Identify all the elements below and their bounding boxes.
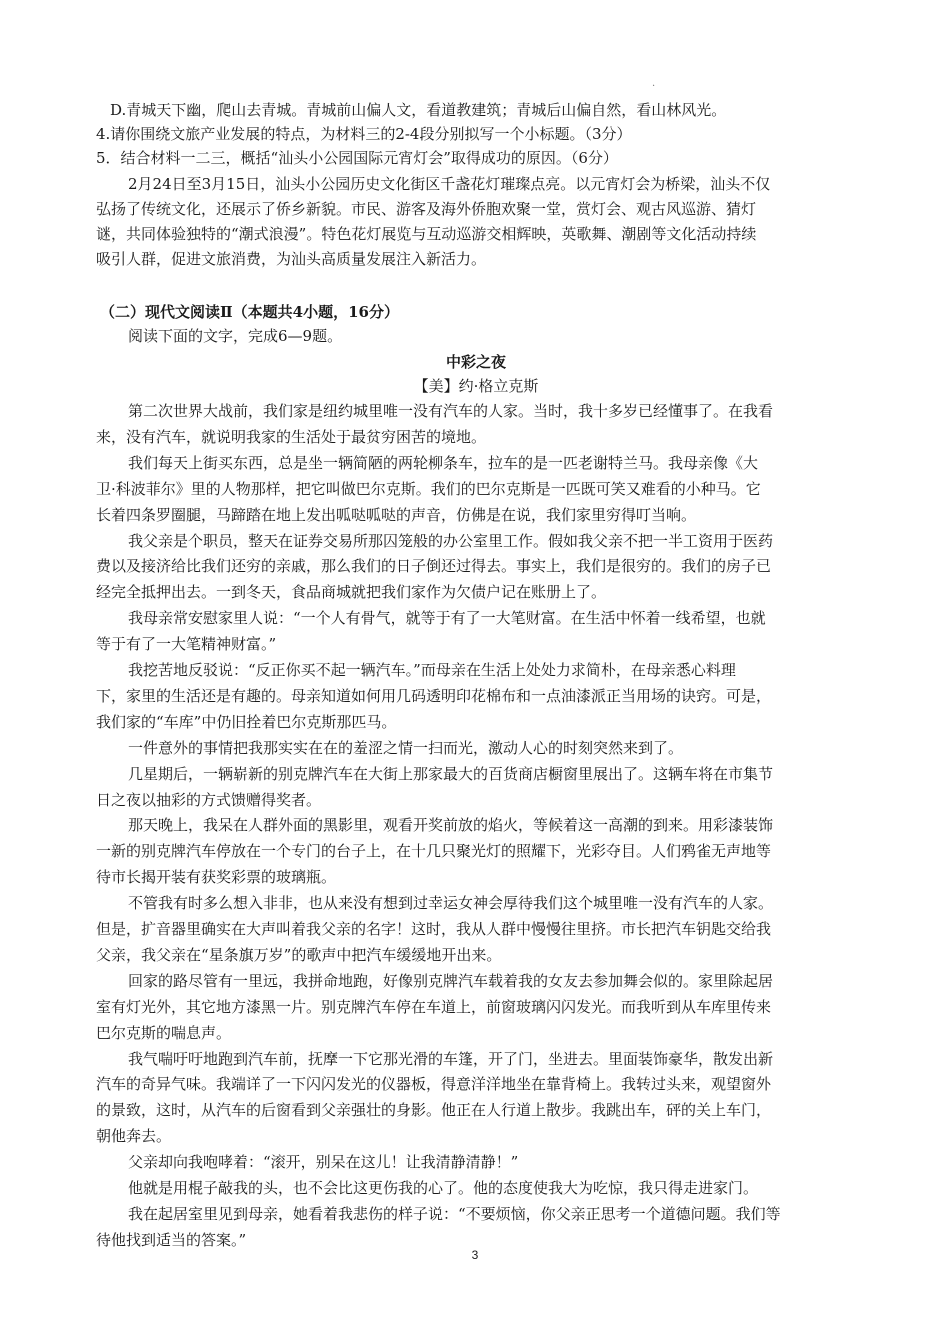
story-line: 等于有了一大笔精神财富。” (96, 635, 277, 653)
story-line: 待市长揭开装有获奖彩票的玻璃瓶。 (96, 868, 337, 886)
story-line: 我母亲常安慰家里人说：“一个人有骨气，就等于有了一大笔财富。在生活中怀着一线希望，也就 (128, 609, 766, 627)
story-line: 长着四条罗圈腿，马蹄踏在地上发出呱哒呱哒的声音，仿佛是在说，我们家里穷得叮当响。 (96, 506, 697, 524)
option-d: D.青城天下幽，爬山去青城。青城前山偏人文，看道教建筑；青城后山偏自然，看山林风光。 (110, 101, 727, 119)
story-line: 我父亲是个职员，整天在证券交易所那囚笼般的办公室里工作。假如我父亲不把一半工资用于医药 (128, 532, 774, 550)
story-line: 我挖苦地反驳说：“反正你买不起一辆汽车。”而母亲在生活上处处力求简朴，在母亲悉心料理 (128, 661, 736, 679)
story-line: 一新的别克牌汽车停放在一个专门的台子上，在十几只聚光灯的照耀下，光彩夺目。人们鸦雀无声地等 (96, 842, 772, 860)
story-line: 他就是用棍子敲我的头，也不会比这更伤我的心了。他的态度使我大为吃惊，我只得走进家门。 (128, 1179, 759, 1197)
story-line: 我气喘吁吁地跑到汽车前，抚摩一下它那光滑的车篷，开了门，坐进去。里面装饰豪华，散发出新 (128, 1050, 774, 1068)
story-line: 但是，扩音器里确实在大声叫着我父亲的名字！这时，我从人群中慢慢往里挤。市长把汽车钥匙交给我 (96, 920, 772, 938)
story-line: 我们每天上街买东西，总是坐一辆简陋的两轮柳条车，拉车的是一匹老谢特兰马。我母亲像《大 (128, 454, 759, 472)
story-line: 汽车的奇异气味。我端详了一下闪闪发光的仪器板，得意洋洋地坐在靠背椅上。我转过头来，观望窗外 (96, 1075, 772, 1093)
story-line: 经完全抵押出去。一到冬天，食品商城就把我们家作为欠债户记在账册上了。 (96, 583, 607, 601)
story-line: 卫·科波菲尔》里的人物那样，把它叫做巴尔克斯。我们的巴尔克斯是一匹既可笑又难看的小种马。它 (96, 480, 761, 498)
reading-instruction: 阅读下面的文字，完成6—9题。 (128, 327, 343, 345)
story-line: 室有灯光外，其它地方漆黑一片。别克牌汽车停在车道上，前窗玻璃闪闪发光。而我听到从车库里传来 (96, 998, 772, 1016)
story-line: 日之夜以抽彩的方式馈赠得奖者。 (96, 791, 322, 809)
story-line: 费以及接济给比我们还穷的亲戚，那么我们的日子倒还过得去。事实上，我们是很穷的。我们的房子已 (96, 557, 772, 575)
story-line: 父亲却向我咆哮着：“滚开，别呆在这儿！让我清静清静！” (128, 1153, 519, 1171)
material-line: 2月24日至3月15日，汕头小公园历史文化街区千盏花灯璀璨点亮。以元宵灯会为桥梁，汕头不仅 (128, 175, 771, 193)
story-line: 一件意外的事情把我那实实在在的羞涩之情一扫而光，激动人心的时刻突然来到了。 (128, 739, 684, 757)
material-line: 弘扬了传统文化，还展示了侨乡新貌。市民、游客及海外侨胞欢聚一堂，赏灯会、观古风巡游、猜灯 (96, 200, 757, 218)
story-title: 中彩之夜 (445, 353, 506, 371)
story-line: 来，没有汽车，就说明我家的生活处于最贫穷困苦的境地。 (96, 428, 487, 446)
story-line: 的景致，这时，从汽车的后窗看到父亲强壮的身影。他正在人行道上散步。我跳出车，砰的关上车门， (96, 1101, 772, 1119)
story-line: 第二次世界大战前，我们家是纽约城里唯一没有汽车的人家。当时，我十多岁已经懂事了。在我看 (128, 402, 774, 420)
scan-mark: . (652, 78, 656, 89)
story-line: 不管我有时多么想入非非，也从来没有想到过幸运女神会厚待我们这个城里唯一没有汽车的人家。 (128, 894, 774, 912)
story-line: 几星期后，一辆崭新的别克牌汽车在大街上那家最大的百货商店橱窗里展出了。这辆车将在市集节 (128, 765, 774, 783)
story-line: 下，家里的生活还是有趣的。母亲知道如何用几码透明印花棉布和一点油漆派正当用场的诀窍。可是， (96, 687, 772, 705)
material-line: 吸引人群，促进文旅消费，为汕头高质量发展注入新活力。 (96, 250, 487, 268)
story-line: 巴尔克斯的喘息声。 (96, 1024, 232, 1042)
material-line: 谜，共同体验独特的“潮式浪漫”。特色花灯展览与互动巡游交相辉映，英歌舞、潮剧等文化活动持续 (96, 225, 757, 243)
section-heading: （二）现代文阅读Ⅱ（本题共4小题，16分） (100, 303, 399, 321)
story-line: 朝他奔去。 (96, 1127, 172, 1145)
question-4: 4.请你围绕文旅产业发展的特点，为材料三的2-4段分别拟写一个小标题。（3分） (96, 125, 632, 143)
story-line: 父亲，我父亲在“星条旗万岁”的歌声中把汽车缓缓地开出来。 (96, 946, 502, 964)
story-author: 【美】约·格立克斯 (413, 377, 539, 395)
story-line: 那天晚上，我呆在人群外面的黑影里，观看开奖前放的焰火，等候着这一高潮的到来。用彩漆装饰 (128, 816, 774, 834)
question-5: 5．结合材料一二三，概括“汕头小公园国际元宵灯会”取得成功的原因。（6分） (96, 149, 618, 167)
story-line: 待他找到适当的答案。” (96, 1231, 247, 1249)
page-number: 3 (471, 1248, 479, 1262)
story-line: 我们家的“车库”中仍旧拴着巴尔克斯那匹马。 (96, 713, 397, 731)
story-line: 我在起居室里见到母亲，她看着我悲伤的样子说：“不要烦恼，你父亲正思考一个道德问题。我们等 (128, 1205, 781, 1223)
story-line: 回家的路尽管有一里远，我拼命地跑，好像别克牌汽车载着我的女友去参加舞会似的。家里除起居 (128, 972, 774, 990)
